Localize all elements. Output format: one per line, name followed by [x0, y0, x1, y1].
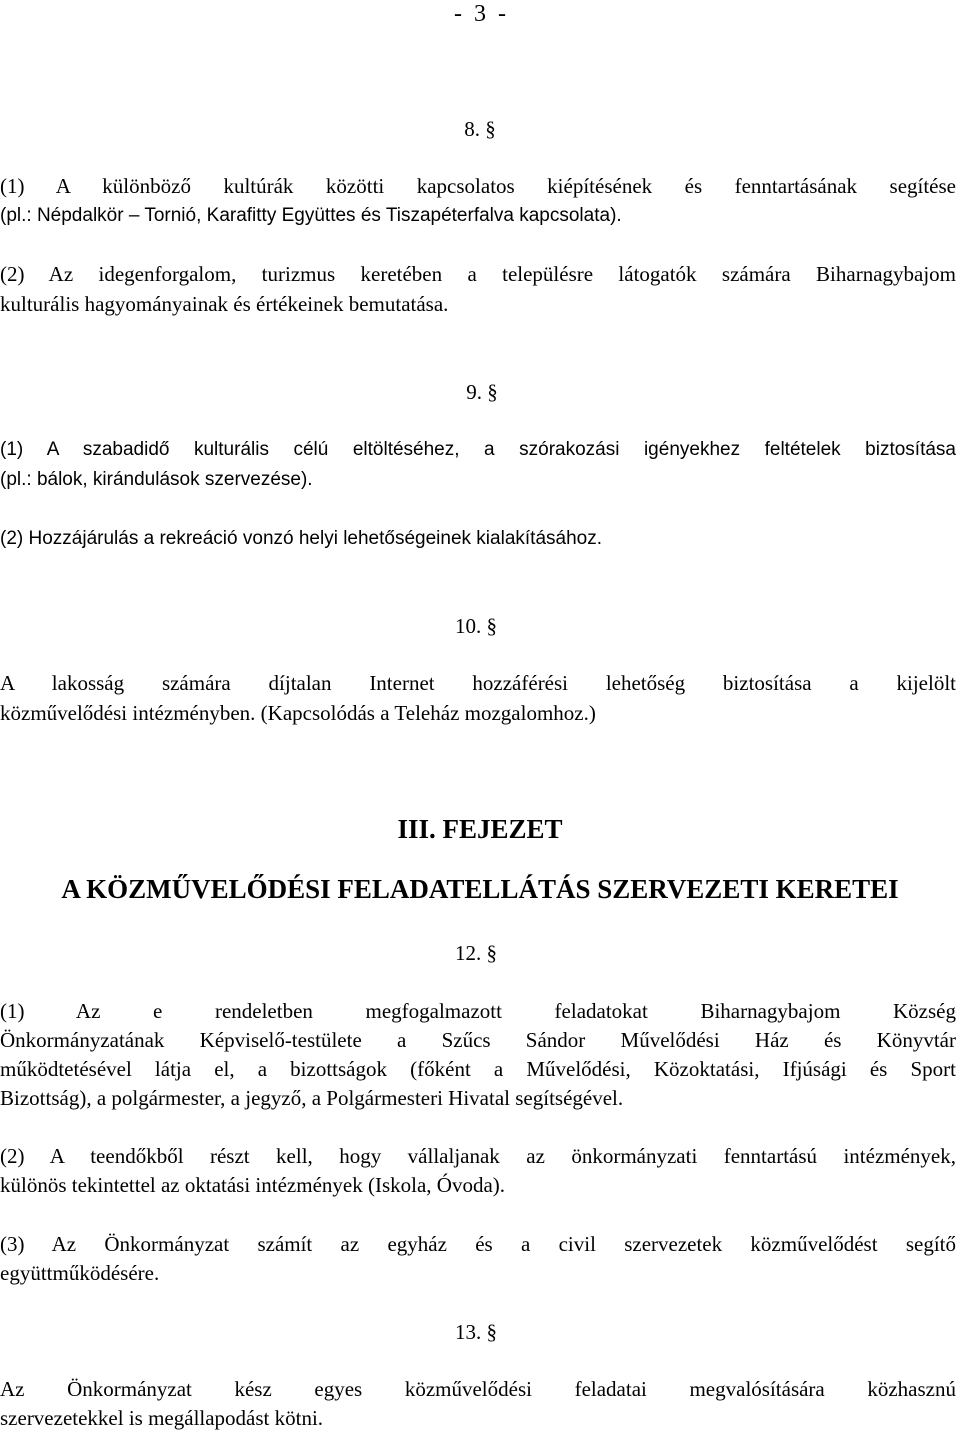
section-12-heading: 12. § — [455, 941, 497, 965]
section-9-para-1-line-2: (pl.: bálok, kirándulások szervezése). — [0, 469, 313, 490]
section-9-para-1-line-1: (1) A szabadidő kulturális célú eltöltéséhez, a szórakozási igényekhez feltételek biztosítása — [0, 439, 956, 460]
section-8-para-1-line-1: (1) A különböző kultúrák közötti kapcsolatos kiépítésének és fenntartásának segítése — [0, 174, 956, 198]
section-12-para-1-line-1: (1) Az e rendeletben megfogalmazott feladatokat Biharnagybajom Község — [0, 999, 956, 1023]
section-8-para-2-line-1: (2) Az idegenforgalom, turizmus keretében a településre látogatók számára Biharnagybajom — [0, 262, 956, 286]
section-12-para-1-line-4: Bizottság), a polgármester, a jegyző, a Polgármesteri Hivatal segítségével. — [0, 1086, 624, 1110]
section-9-heading: 9. § — [466, 380, 498, 404]
chapter-number: III. FEJEZET — [397, 814, 563, 844]
section-12-para-1-line-3: működtetésével látja el, a bizottságok (főként a Művelődési, Közoktatási, Ifjúsági és Sport — [0, 1057, 956, 1081]
section-8-para-1-line-2: (pl.: Népdalkör – Tornió, Karafitty Együttes és Tiszapéterfalva kapcsolata). — [0, 205, 622, 226]
section-10-para-1-line-1: A lakosság számára díjtalan Internet hozzáférési lehetőség biztosítása a kijelölt — [0, 671, 956, 695]
section-12-para-3-line-1: (3) Az Önkormányzat számít az egyház és a civil szervezetek közművelődést segítő — [0, 1232, 956, 1256]
section-12-para-1-line-2: Önkormányzatának Képviselő-testülete a Szűcs Sándor Művelődési Ház és Könyvtár — [0, 1028, 956, 1052]
section-12-para-2-line-1: (2) A teendőkből részt kell, hogy vállaljanak az önkormányzati fenntartású intézmények, — [0, 1144, 956, 1168]
section-9-para-2-line-1: (2) Hozzájárulás a rekreáció vonzó helyi lehetőségeinek kialakításához. — [0, 528, 602, 549]
section-10-heading: 10. § — [455, 614, 497, 638]
section-8-heading: 8. § — [464, 117, 496, 141]
section-10-para-1-line-2: közművelődési intézményben. (Kapcsolódás a Teleház mozgalomhoz.) — [0, 701, 596, 725]
chapter-title: A KÖZMŰVELŐDÉSI FELADATELLÁTÁS SZERVEZETI KERETEI — [61, 874, 899, 904]
page-number: - 3 - — [454, 1, 506, 27]
section-13-para-1-line-2: szervezetekkel is megállapodást kötni. — [0, 1406, 324, 1430]
section-12-para-2-line-2: különös tekintettel az oktatási intézmények (Iskola, Óvoda). — [0, 1173, 506, 1197]
section-13-heading: 13. § — [455, 1320, 497, 1344]
section-12-para-3-line-2: együttműködésére. — [0, 1261, 160, 1285]
section-8-para-2-line-2: kulturális hagyományainak és értékeinek bemutatása. — [0, 292, 449, 316]
section-13-para-1-line-1: Az Önkormányzat kész egyes közművelődési feladatai megvalósítására közhasznú — [0, 1377, 956, 1401]
